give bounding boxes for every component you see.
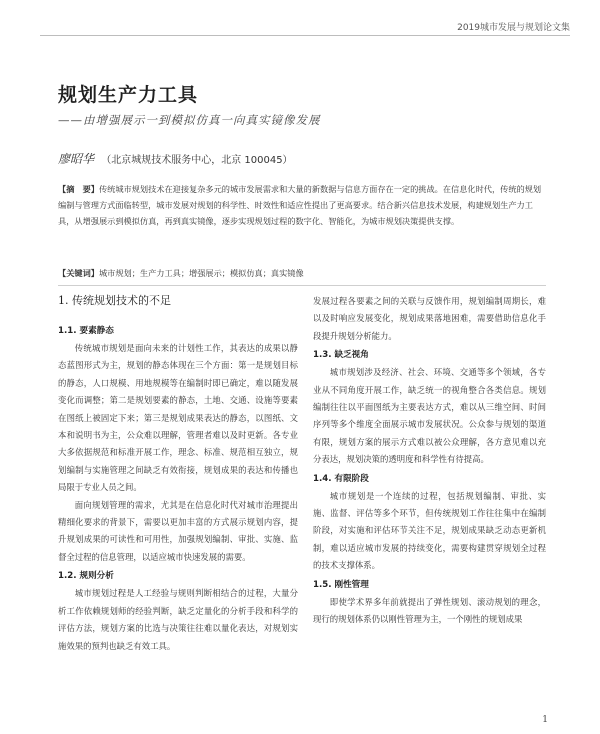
- author-affiliation: （北京城规技术服务中心，北京 100045）: [101, 155, 293, 166]
- section-1-5-paragraph: 即使学术界多年前就提出了弹性规划、滚动规划的理念，现行的规划体系仍以刚性管理为主，一个刚性的规划成果: [313, 596, 546, 625]
- page-number: 1: [542, 715, 548, 725]
- running-head: 2019城市发展与规划论文集: [457, 23, 570, 33]
- section-1-2-paragraph: 城市规划过程是人工经验与规则判断相结合的过程，大量分析工作依赖规划师的经验判断，缺乏定量化的分析手段和科学的评估方法，规划方案的比选与决策往往难以量化表达，对规划实施效果的预判也缺乏有效工具。: [58, 588, 298, 651]
- section-1-1-paragraph: 面向规划管理的需求，尤其是在信息化时代对城市治理提出精细化要求的背景下，需要以更加丰富的方式展示规划内容，提升规划成果的可读性和可用性，加强规划编制、审批、实施、监督全过程的信息管理，以适应城市快速发展的需要。: [58, 499, 298, 562]
- section-1-1-heading: 1.1. 要素静态: [58, 326, 114, 336]
- section-1-5-heading: 1.5. 刚性管理: [313, 579, 369, 590]
- section-1-1-paragraph: 传统城市规划是面向未来的计划性工作，其表达的成果以静态蓝图形式为主，规划的静态体现在三个方面：第一是规划目标的静态，人口规模、用地规模等在编制时即已确定，难以随发展变化而调整；第二是规划要素的静态，土地、交通、设施等要素在图纸上被固定下来；第三是规划成果表达的静态，以图纸、文本和说明书为主，公众难以理解，管理者难以及时更新。各专业大多依据规范和标准开展工作，理念、标准、规范相互独立，规划编制与实施管理之间缺乏有效衔接，规划成果的表达和传播也局限于专业人员之间。: [58, 343, 298, 493]
- author-name: 廖昭华: [58, 152, 95, 166]
- section-1-4-heading: 1.4. 有限阶段: [313, 473, 369, 484]
- author-line: [58, 150, 293, 167]
- right-column: [313, 293, 546, 629]
- abstract: [58, 181, 546, 229]
- header-rule: [40, 35, 570, 36]
- continued-paragraph: 发展过程各要素之间的关联与反馈作用，规划编制周期长，难以及时响应发展变化，规划成果落地困难，需要借助信息化手段提升规划分析能力。: [313, 296, 546, 341]
- section-1-heading: 1. 传统规划技术的不足: [58, 294, 171, 307]
- section-1-3-heading: 1.3. 缺乏视角: [313, 350, 369, 361]
- keywords-text: 城市规划；生产力工具；增强展示；模拟仿真；真实镜像: [98, 268, 304, 278]
- section-1-4-paragraph: 城市规划是一个连续的过程，包括规划编制、审批、实施、监督、评估等多个环节，但传统规划工作往往集中在编制阶段，对实施和评估环节关注不足，规划成果缺乏动态更新机制，难以适应城市发展的持续变化，需要构建贯穿规划全过程的技术支撑体系。: [313, 490, 546, 571]
- section-1-3-paragraph: 城市规划涉及经济、社会、环境、交通等多个领域，各专业从不同角度开展工作，缺乏统一的视角整合各类信息。规划编制往往以平面图纸为主要表达方式，难以从三维空间、时间序列等多个维度全面展示城市发展状况。公众参与规划的渠道有限，规划方案的展示方式难以被公众理解，各方意见难以充分表达，规划决策的透明度和科学性有待提高。: [313, 367, 546, 465]
- abstract-label: 【摘 要】: [58, 184, 99, 194]
- keywords: [58, 265, 546, 281]
- keywords-label: 【关键词】: [58, 268, 99, 278]
- paper-title: 规划生产力工具: [58, 84, 199, 106]
- abstract-divider: [58, 285, 546, 286]
- paper-subtitle: ——由增强展示一到模拟仿真一向真实镜像发展: [58, 113, 321, 127]
- abstract-text: 传统城市规划技术在迎接复杂多元的城市发展需求和大量的新数据与信息方面存在一定的挑战。在信息化时代，传统的规划编制与管理方式面临转型，城市发展对规划的科学性、时效性和适应性提出了更高要求。结合新兴信息技术发展，构建规划生产力工具，从增强展示到模拟仿真，再到真实镜像，逐步实现规划过程的数字化、智能化，为城市规划决策提供支撑。: [58, 184, 542, 226]
- section-1-2-heading: 1.2. 规则分析: [58, 571, 114, 582]
- left-column: [58, 293, 298, 655]
